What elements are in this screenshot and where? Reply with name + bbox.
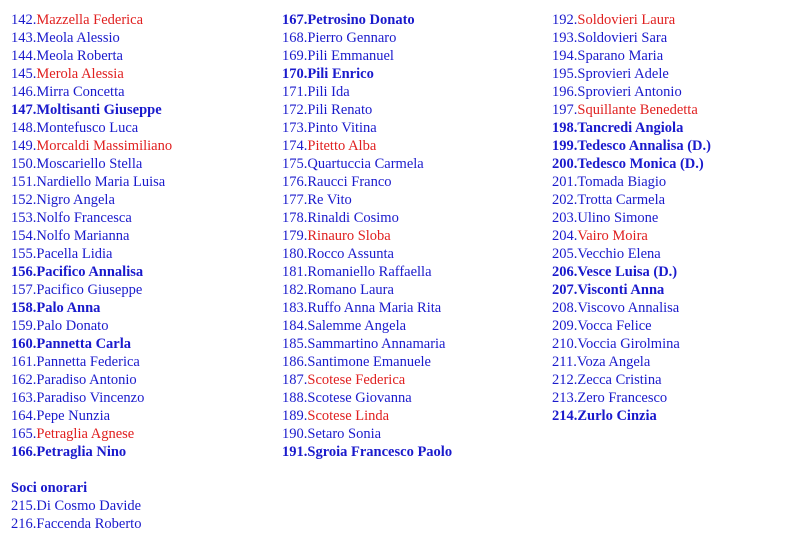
member-name: Tedesco Monica (D.) (577, 156, 704, 172)
section-spacer (11, 461, 172, 479)
member-list-column-3 (552, 11, 711, 425)
member-name: Pili Ida (307, 84, 350, 100)
member-name: Scotese Linda (307, 408, 390, 424)
member-number: 172. (282, 102, 308, 118)
member-number: 170. (282, 66, 308, 82)
member-entry (282, 335, 452, 353)
member-name: Mazzella Federica (36, 12, 144, 28)
member-name: Pierro Gennaro (307, 30, 397, 46)
member-entry (552, 173, 711, 191)
member-number: 167. (282, 12, 308, 28)
member-entry (282, 209, 452, 227)
member-name: Tomada Biagio (577, 174, 667, 190)
member-entry (11, 209, 172, 227)
member-name: Vesce Luisa (D.) (577, 264, 678, 280)
member-name: Pannetta Federica (36, 354, 140, 370)
member-name: Sammartino Annamaria (307, 336, 446, 352)
member-number: 200. (552, 156, 578, 172)
member-entry (11, 227, 172, 245)
member-entry (552, 65, 711, 83)
member-entry (11, 47, 172, 65)
member-entry (552, 407, 711, 425)
member-number: 169. (282, 48, 308, 64)
member-name: Vocca Felice (577, 318, 652, 334)
member-entry (11, 335, 172, 353)
member-number: 171. (282, 84, 308, 100)
member-number: 184. (282, 318, 308, 334)
member-entry (282, 137, 452, 155)
member-name: Vecchio Elena (577, 246, 661, 262)
member-entry (552, 101, 711, 119)
member-number: 155. (11, 246, 37, 262)
member-name: Nolfo Francesca (36, 210, 132, 226)
member-entry (11, 281, 172, 299)
member-number: 189. (282, 408, 308, 424)
member-number: 164. (11, 408, 37, 424)
member-name: Palo Anna (36, 300, 101, 316)
member-entry (282, 389, 452, 407)
member-number: 161. (11, 354, 37, 370)
member-number: 160. (11, 336, 37, 352)
member-entry (11, 65, 172, 83)
member-name: Pitetto Alba (307, 138, 377, 154)
member-entry (282, 83, 452, 101)
member-name: Meola Roberta (36, 48, 123, 64)
member-number: 143. (11, 30, 37, 46)
member-entry (11, 29, 172, 47)
member-number: 213. (552, 390, 578, 406)
member-number: 142. (11, 12, 37, 28)
member-number: 147. (11, 102, 37, 118)
member-number: 162. (11, 372, 37, 388)
member-number: 215. (11, 498, 37, 514)
member-name: Petraglia Nino (36, 444, 127, 460)
member-number: 198. (552, 120, 578, 136)
member-number: 193. (552, 30, 578, 46)
member-number: 186. (282, 354, 308, 370)
member-name: Rinauro Sloba (307, 228, 391, 244)
member-entry (282, 191, 452, 209)
member-number: 203. (552, 210, 578, 226)
member-name: Pacifico Annalisa (36, 264, 144, 280)
member-name: Di Cosmo Davide (36, 498, 142, 514)
member-number: 151. (11, 174, 37, 190)
member-number: 148. (11, 120, 37, 136)
member-entry (552, 353, 711, 371)
member-entry (282, 317, 452, 335)
member-number: 146. (11, 84, 37, 100)
member-number: 197. (552, 102, 578, 118)
member-name: Zero Francesco (577, 390, 668, 406)
member-number: 199. (552, 138, 578, 154)
member-name: Tedesco Annalisa (D.) (577, 138, 711, 154)
member-name: Morcaldi Massimiliano (36, 138, 173, 154)
member-entry (282, 155, 452, 173)
member-entry (11, 371, 172, 389)
member-entry (282, 443, 452, 461)
member-name: Scotese Giovanna (307, 390, 412, 406)
member-entry (552, 389, 711, 407)
member-entry (282, 101, 452, 119)
member-name: Re Vito (307, 192, 352, 208)
member-name: Moltisanti Giuseppe (36, 102, 162, 118)
member-number: 168. (282, 30, 308, 46)
member-name: Nolfo Marianna (36, 228, 130, 244)
member-name: Sparano Maria (577, 48, 664, 64)
member-number: 204. (552, 228, 578, 244)
member-number: 214. (552, 408, 578, 424)
member-entry (11, 155, 172, 173)
member-name: Quartuccia Carmela (307, 156, 424, 172)
member-name: Scotese Federica (307, 372, 406, 388)
member-entry (552, 227, 711, 245)
member-entry (552, 281, 711, 299)
member-number: 191. (282, 444, 308, 460)
member-number: 205. (552, 246, 578, 262)
member-name: Soldovieri Sara (577, 30, 668, 46)
member-number: 173. (282, 120, 308, 136)
member-name: Pili Enrico (307, 66, 374, 82)
member-name: Montefusco Luca (36, 120, 139, 136)
member-name: Petrosino Donato (307, 12, 415, 28)
member-entry (282, 65, 452, 83)
member-number: 180. (282, 246, 308, 262)
member-entry (282, 281, 452, 299)
member-number: 153. (11, 210, 37, 226)
member-entry (11, 299, 172, 317)
member-name: Palo Donato (36, 318, 109, 334)
member-number: 207. (552, 282, 578, 298)
member-name: Voccia Girolmina (577, 336, 680, 352)
member-entry (11, 353, 172, 371)
member-name: Sgroia Francesco Paolo (307, 444, 453, 460)
member-entry (282, 371, 452, 389)
member-name: Pannetta Carla (36, 336, 132, 352)
member-entry (282, 425, 452, 443)
member-name: Pacella Lidia (36, 246, 113, 262)
member-name: Pili Renato (307, 102, 373, 118)
member-entry (552, 11, 711, 29)
member-entry (11, 497, 172, 515)
member-entry (552, 137, 711, 155)
member-entry (11, 443, 172, 461)
member-entry (282, 353, 452, 371)
member-entry (11, 83, 172, 101)
member-name: Nigro Angela (36, 192, 115, 208)
member-entry (11, 407, 172, 425)
member-number: 201. (552, 174, 578, 190)
member-name: Setaro Sonia (307, 426, 382, 442)
member-name: Santimone Emanuele (307, 354, 431, 370)
member-number: 182. (282, 282, 308, 298)
member-name: Pacifico Giuseppe (36, 282, 143, 298)
member-entry (11, 101, 172, 119)
member-entry (282, 119, 452, 137)
member-number: 187. (282, 372, 308, 388)
member-entry (11, 317, 172, 335)
member-number: 156. (11, 264, 37, 280)
member-name: Salemme Angela (307, 318, 407, 334)
member-name: Sprovieri Adele (577, 66, 669, 82)
member-entry (552, 317, 711, 335)
member-name: Paradiso Antonio (36, 372, 137, 388)
member-number: 188. (282, 390, 308, 406)
member-number: 176. (282, 174, 308, 190)
member-entry (282, 29, 452, 47)
member-entry (552, 155, 711, 173)
member-entry (282, 11, 452, 29)
member-name: Ruffo Anna Maria Rita (307, 300, 442, 316)
member-entry (552, 335, 711, 353)
member-entry (552, 83, 711, 101)
member-entry (552, 371, 711, 389)
member-entry (11, 191, 172, 209)
member-number: 150. (11, 156, 37, 172)
member-name: Rocco Assunta (307, 246, 394, 262)
member-entry (282, 173, 452, 191)
member-number: 181. (282, 264, 308, 280)
member-list-column-2 (282, 11, 452, 461)
member-name: Visconti Anna (577, 282, 665, 298)
member-name: Soldovieri Laura (577, 12, 676, 28)
member-name: Zurlo Cinzia (577, 408, 657, 424)
member-entry (282, 245, 452, 263)
member-name: Paradiso Vincenzo (36, 390, 145, 406)
member-entry (11, 515, 172, 533)
member-entry (11, 11, 172, 29)
member-number: 158. (11, 300, 37, 316)
member-number: 165. (11, 426, 37, 442)
honorary-members-heading: Soci onorari (11, 480, 88, 496)
member-name: Tancredi Angiola (577, 120, 684, 136)
member-entry (282, 299, 452, 317)
member-number: 145. (11, 66, 37, 82)
member-number: 212. (552, 372, 578, 388)
member-entry (552, 299, 711, 317)
member-number: 177. (282, 192, 308, 208)
member-number: 174. (282, 138, 308, 154)
member-number: 211. (552, 354, 577, 370)
member-number: 175. (282, 156, 308, 172)
member-number: 144. (11, 48, 37, 64)
member-name: Moscariello Stella (36, 156, 143, 172)
member-number: 179. (282, 228, 308, 244)
member-list-column-1 (11, 11, 172, 533)
member-entry (552, 119, 711, 137)
member-name: Rinaldi Cosimo (307, 210, 399, 226)
member-name: Raucci Franco (307, 174, 392, 190)
member-number: 185. (282, 336, 308, 352)
member-name: Viscovo Annalisa (577, 300, 680, 316)
member-name: Vairo Moira (577, 228, 648, 244)
member-name: Sprovieri Antonio (577, 84, 682, 100)
member-name: Zecca Cristina (577, 372, 662, 388)
member-name: Petraglia Agnese (36, 426, 135, 442)
member-number: 202. (552, 192, 578, 208)
member-entry (552, 29, 711, 47)
member-number: 196. (552, 84, 578, 100)
member-number: 159. (11, 318, 37, 334)
member-number: 183. (282, 300, 308, 316)
member-entry (552, 209, 711, 227)
member-entry (11, 173, 172, 191)
member-number: 194. (552, 48, 578, 64)
member-entry (11, 245, 172, 263)
member-name: Ulino Simone (577, 210, 659, 226)
member-entry (282, 227, 452, 245)
member-name: Trotta Carmela (577, 192, 666, 208)
member-entry (282, 407, 452, 425)
member-number: 192. (552, 12, 578, 28)
member-entry (11, 137, 172, 155)
member-number: 152. (11, 192, 37, 208)
member-entry (552, 47, 711, 65)
member-number: 166. (11, 444, 37, 460)
member-number: 216. (11, 516, 37, 532)
member-number: 190. (282, 426, 308, 442)
member-name: Merola Alessia (36, 66, 124, 82)
member-number: 157. (11, 282, 37, 298)
member-name: Pepe Nunzia (36, 408, 111, 424)
member-name: Romaniello Raffaella (307, 264, 432, 280)
member-entry (552, 191, 711, 209)
member-name: Mirra Concetta (36, 84, 125, 100)
member-name: Nardiello Maria Luisa (36, 174, 166, 190)
member-entry (282, 263, 452, 281)
member-entry (11, 263, 172, 281)
member-entry (11, 425, 172, 443)
member-number: 195. (552, 66, 578, 82)
member-name: Faccenda Roberto (36, 516, 142, 532)
member-number: 208. (552, 300, 578, 316)
member-name: Voza Angela (576, 354, 651, 370)
member-entry (552, 263, 711, 281)
member-entry (11, 389, 172, 407)
member-number: 154. (11, 228, 37, 244)
member-entry (11, 119, 172, 137)
member-name: Meola Alessio (36, 30, 120, 46)
member-name: Pinto Vitina (307, 120, 377, 136)
member-number: 163. (11, 390, 37, 406)
member-name: Squillante Benedetta (577, 102, 698, 118)
member-number: 178. (282, 210, 308, 226)
member-number: 206. (552, 264, 578, 280)
member-number: 209. (552, 318, 578, 334)
member-name: Romano Laura (307, 282, 394, 298)
member-name: Pili Emmanuel (307, 48, 394, 64)
member-number: 149. (11, 138, 37, 154)
member-entry (552, 245, 711, 263)
member-entry (282, 47, 452, 65)
member-number: 210. (552, 336, 578, 352)
